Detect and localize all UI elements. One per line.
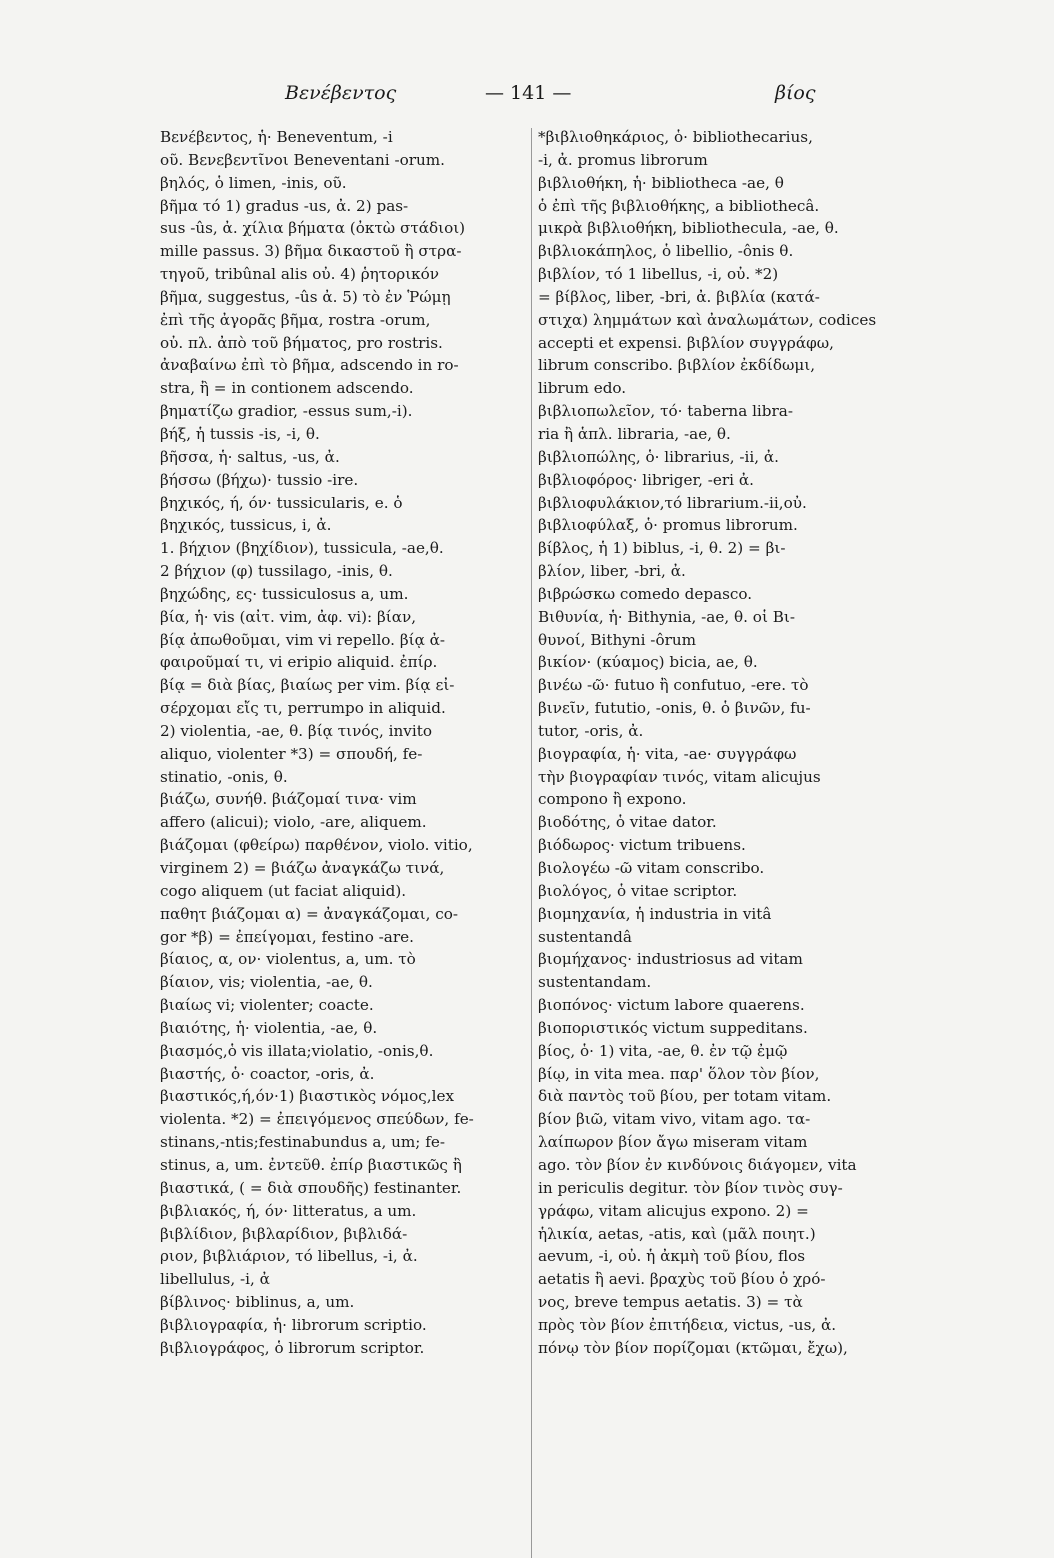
dictionary-line: *βιβλιοθηκάριος, ὁ· bibliothecarius, [538, 128, 813, 146]
dictionary-line: accepti et expensi. βιβλίον συγγράφω, [538, 333, 834, 352]
dictionary-line: νος, breve tempus aetatis. 3) = τὰ [538, 1293, 803, 1312]
dictionary-line: ἡλικία, aetas, -atis, καὶ (μᾶλ ποιητ.) [538, 1224, 816, 1243]
dictionary-line: βῆμα τό 1) gradus -us, ἀ. 2) pas- [160, 196, 409, 215]
dictionary-line: βιαστής, ὁ· coactor, -oris, ἀ. [160, 1064, 375, 1083]
dictionary-line: τηγοῦ, tribûnal alis οὐ. 4) ῥητορικόν [160, 265, 440, 284]
dictionary-line: βλίον, liber, -bri, ἀ. [538, 562, 686, 581]
dictionary-line: 2) violentia, -ae, θ. βίᾳ τινός, invito [160, 721, 432, 740]
header-right-guide-word: βίος [775, 82, 816, 104]
dictionary-line: βιβλιοφόρος· libriger, -eri ἀ. [538, 470, 754, 489]
dictionary-line: βιβλιοθήκη, ἡ· bibliotheca -ae, θ [538, 173, 784, 192]
dictionary-line: βήσσω (βήχω)· tussio -ire. [160, 470, 359, 489]
dictionary-line: θυνοί, Bithyni -ôrum [538, 630, 697, 649]
dictionary-line: οὐ. πλ. ἀπὸ τοῦ βήματος, pro rostris. [160, 333, 443, 352]
dictionary-line: ago. τὸν βίον ἐν κινδύνοις διάγομεν, vita [538, 1155, 857, 1174]
dictionary-line: βίβλος, ἡ 1) biblus, -i, θ. 2) = βι- [538, 539, 786, 558]
dictionary-line: ριον, βιβλιάριον, τό libellus, -i, ἀ. [160, 1247, 418, 1266]
dictionary-line: βιολογέω -ῶ vitam conscribo. [538, 859, 765, 877]
dictionary-line: βινεῖν, fututio, -onis, θ. ὁ βινῶν, fu- [538, 699, 811, 718]
dictionary-line: cogo aliquem (ut faciat aliquid). [160, 881, 407, 900]
dictionary-line: librum edo. [538, 379, 627, 398]
header-left-guide-word: Βενέβεντος [285, 82, 397, 104]
dictionary-line: βηλός, ὁ limen, -inis, οῦ. [160, 173, 347, 192]
dictionary-line: aliquo, violenter *3) = σπουδή, fe- [160, 744, 423, 763]
dictionary-line: stinans,-ntis;festinabundus a, um; fe- [160, 1133, 445, 1152]
dictionary-line: sus -ûs, ἀ. χίλια βήματα (ὀκτὼ στάδιοι) [160, 219, 466, 238]
dictionary-line: βιβλιοπώλης, ὁ· librarius, -ii, ἀ. [538, 447, 779, 466]
dictionary-line: πρὸς τὸν βίον ἐπιτήδεια, victus, -us, ἀ. [538, 1315, 837, 1334]
dictionary-line: aevum, -i, οὐ. ἡ ἀκμὴ τοῦ βίου, flos [538, 1247, 806, 1266]
dictionary-line: βίαιος, α, ον· violentus, a, um. τὸ [160, 950, 416, 969]
dictionary-line: in periculis degitur. τὸν βίον τινὸς συγ- [538, 1178, 843, 1197]
dictionary-line: βηματίζω gradior, -essus sum,-i). [160, 402, 413, 421]
dictionary-line: virginem 2) = βιάζω ἀναγκάζω τινά, [160, 859, 445, 877]
dictionary-line: βιομηχανία, ἡ industria in vitâ [538, 904, 772, 923]
dictionary-line: βίον βιῶ, vitam vivo, vitam ago. τα- [538, 1110, 811, 1129]
dictionary-line: βίαιον, vis; violentia, -ae, θ. [160, 973, 373, 992]
dictionary-line: βίῳ, in vita mea. παρ' ὅλον τὸν βίον, [538, 1064, 820, 1083]
dictionary-line: sustentandâ [538, 927, 632, 946]
dictionary-line: -i, ἀ. promus librorum [538, 150, 708, 169]
dictionary-line: βηχικός, tussicus, i, ἀ. [160, 516, 332, 535]
dictionary-line: τὴν βιογραφίαν τινός, vitam alicujus [538, 767, 821, 786]
dictionary-line: βιβλιογράφος, ὁ librorum scriptor. [160, 1338, 425, 1357]
dictionary-line: μικρὰ βιβλιοθήκη, bibliothecula, -ae, θ. [538, 219, 839, 238]
dictionary-line: βῆσσα, ἡ· saltus, -us, ἀ. [160, 447, 340, 466]
dictionary-line: βιβλιοφυλάκιον,τό librarium.-ii,οὐ. [538, 493, 807, 512]
dictionary-line: βιόδωρος· victum tribuens. [538, 836, 746, 855]
dictionary-line: βιβλιοπωλεῖον, τό· taberna libra- [538, 402, 793, 421]
dictionary-line: βία, ἡ· vis (αἰτ. vim, ἀφ. vi): βίαν, [160, 607, 417, 626]
page-number: — 141 — [485, 82, 572, 104]
dictionary-line: γράφω, vitam alicujus expono. 2) = [538, 1201, 809, 1220]
dictionary-line: φαιροῦμαί τι, vi eripio aliquid. ἐπίρ. [160, 653, 438, 672]
dictionary-line: βηχώδης, ες· tussiculosus a, um. [160, 584, 409, 603]
dictionary-line: βιάζω, συνήθ. βιάζομαί τινα· vim [160, 790, 417, 809]
dictionary-line: stinus, a, um. ἐντεῦθ. ἐπίρ βιαστικῶς ἢ [160, 1155, 462, 1174]
dictionary-line: βιβλιακός, ή, όν· litteratus, a um. [160, 1201, 417, 1220]
dictionary-line: tutor, -oris, ἀ. [538, 721, 644, 740]
dictionary-line: διὰ παντὸς τοῦ βίου, per totam vitam. [538, 1087, 832, 1106]
dictionary-line: βιαστικός,ή,όν·1) βιαστικὸς νόμος,lex [160, 1087, 455, 1106]
dictionary-line: βιαιότης, ἡ· violentia, -ae, θ. [160, 1018, 378, 1037]
dictionary-line: βίβλινος· biblinus, a, um. [160, 1293, 355, 1312]
dictionary-line: ria ἢ ἁπλ. libraria, -ae, θ. [538, 424, 731, 443]
dictionary-line: βικίον· (κύαμος) bicia, ae, θ. [538, 653, 758, 672]
dictionary-line: βήξ, ἡ tussis -is, -i, θ. [160, 424, 320, 443]
dictionary-line: ἀναβαίνω ἐπὶ τὸ βῆμα, adscendo in ro- [160, 356, 459, 375]
dictionary-line: compono ἢ expono. [538, 790, 687, 809]
dictionary-line: βιοποριστικός victum suppeditans. [538, 1018, 808, 1037]
dictionary-line: Βενέβεντος, ἡ· Beneventum, -i [160, 128, 393, 146]
dictionary-line: βιοδότης, ὁ vitae dator. [538, 813, 717, 832]
dictionary-line: βῆμα, suggestus, -ûs ἀ. 5) τὸ ἐν Ῥώμῃ [160, 287, 451, 306]
dictionary-line: βιαστικά, ( = διὰ σπουδῆς) festinanter. [160, 1178, 462, 1197]
dictionary-line: σέρχομαι εἴς τι, perrumpo in aliquid. [160, 699, 446, 718]
dictionary-line: βίος, ὁ· 1) vita, -ae, θ. ἐν τῷ ἐμῷ [538, 1041, 788, 1060]
dictionary-line: librum conscribo. βιβλίον ἐκδίδωμι, [538, 356, 816, 375]
dictionary-line: ἐπὶ τῆς ἀγορᾶς βῆμα, rostra -orum, [160, 310, 431, 329]
dictionary-line: violenta. *2) = ἐπειγόμενος σπεύδων, fe- [160, 1110, 474, 1129]
dictionary-line: λαίπωρον βίον ἄγω miseram vitam [538, 1133, 808, 1152]
right-column [538, 126, 926, 1360]
dictionary-line: = βίβλος, liber, -bri, ἀ. βιβλία (κατά- [538, 287, 820, 306]
dictionary-line: βιβλιοφύλαξ, ὁ· promus librorum. [538, 516, 798, 535]
dictionary-line: Βιθυνία, ἡ· Bithynia, -ae, θ. οἱ Βι- [538, 607, 795, 626]
dictionary-line: affero (alicui); violo, -are, aliquem. [160, 813, 427, 832]
dictionary-line: βιάζομαι (φθείρω) παρθένον, violo. vitio, [160, 836, 473, 855]
dictionary-line: βιβρώσκω comedo depasco. [538, 584, 753, 603]
dictionary-line: 2 βήχιον (φ) tussilago, -inis, θ. [160, 562, 393, 581]
dictionary-line: βίᾳ ἀπωθοῦμαι, vim vi repello. βίᾳ ἀ- [160, 630, 446, 649]
page-header [0, 82, 1054, 122]
dictionary-line: stinatio, -onis, θ. [160, 767, 288, 786]
dictionary-line: πόνῳ τὸν βίον πορίζομαι (κτῶμαι, ἔχω), [538, 1338, 848, 1357]
dictionary-line: βιβλίδιον, βιβλαρίδιον, βιβλιδά- [160, 1224, 408, 1243]
dictionary-line: sustentandam. [538, 973, 652, 992]
dictionary-line: στιχα) λημμάτων καὶ ἀναλωμάτων, codices [538, 310, 877, 329]
dictionary-line: βινέω -ῶ· futuo ἢ confutuo, -ere. τὸ [538, 676, 809, 695]
dictionary-line: βηχικός, ή, όν· tussicularis, e. ὁ [160, 493, 403, 512]
dictionary-line: βιαίως vi; violenter; coacte. [160, 996, 374, 1015]
dictionary-line: ὁ ἐπὶ τῆς βιβλιοθήκης, a bibliothecâ. [538, 196, 820, 215]
dictionary-line: βιογραφία, ἡ· vita, -ae· συγγράφω [538, 744, 797, 763]
dictionary-line: βιομήχανος· industriosus ad vitam [538, 950, 803, 969]
dictionary-line: aetatis ἢ aevi. βραχὺς τοῦ βίου ὁ χρό- [538, 1270, 826, 1289]
dictionary-line: βιολόγος, ὁ vitae scriptor. [538, 881, 738, 900]
dictionary-line: βιβλιογραφία, ἡ· librorum scriptio. [160, 1315, 427, 1334]
dictionary-line: libellulus, -i, ἀ [160, 1270, 270, 1289]
left-column [160, 126, 528, 1360]
dictionary-line: οῦ. Βενεβεντῖνοι Beneventani -orum. [160, 150, 445, 169]
dictionary-line: mille passus. 3) βῆμα δικαστοῦ ἢ στρα- [160, 242, 462, 261]
column-divider [531, 128, 532, 1558]
dictionary-line: βίᾳ = διὰ βίας, βιαίως per vim. βίᾳ εἰ- [160, 676, 455, 695]
dictionary-line: παθητ βιάζομαι α) = ἀναγκάζομαι, co- [160, 904, 459, 923]
dictionary-line: gor *β) = ἐπείγομαι, festino -are. [160, 927, 414, 946]
dictionary-line: βιοπόνος· victum labore quaerens. [538, 996, 805, 1015]
dictionary-line: βιβλίον, τό 1 libellus, -i, οὐ. *2) [538, 265, 779, 284]
dictionary-line: 1. βήχιον (βηχίδιον), tussicula, -ae,θ. [160, 539, 444, 558]
dictionary-line: βιβλιοκάπηλος, ὁ libellio, -ônis θ. [538, 242, 794, 261]
dictionary-line: stra, ἢ = in contionem adscendo. [160, 379, 414, 398]
dictionary-line: βιασμός,ὁ vis illata;violatio, -onis,θ. [160, 1041, 434, 1060]
